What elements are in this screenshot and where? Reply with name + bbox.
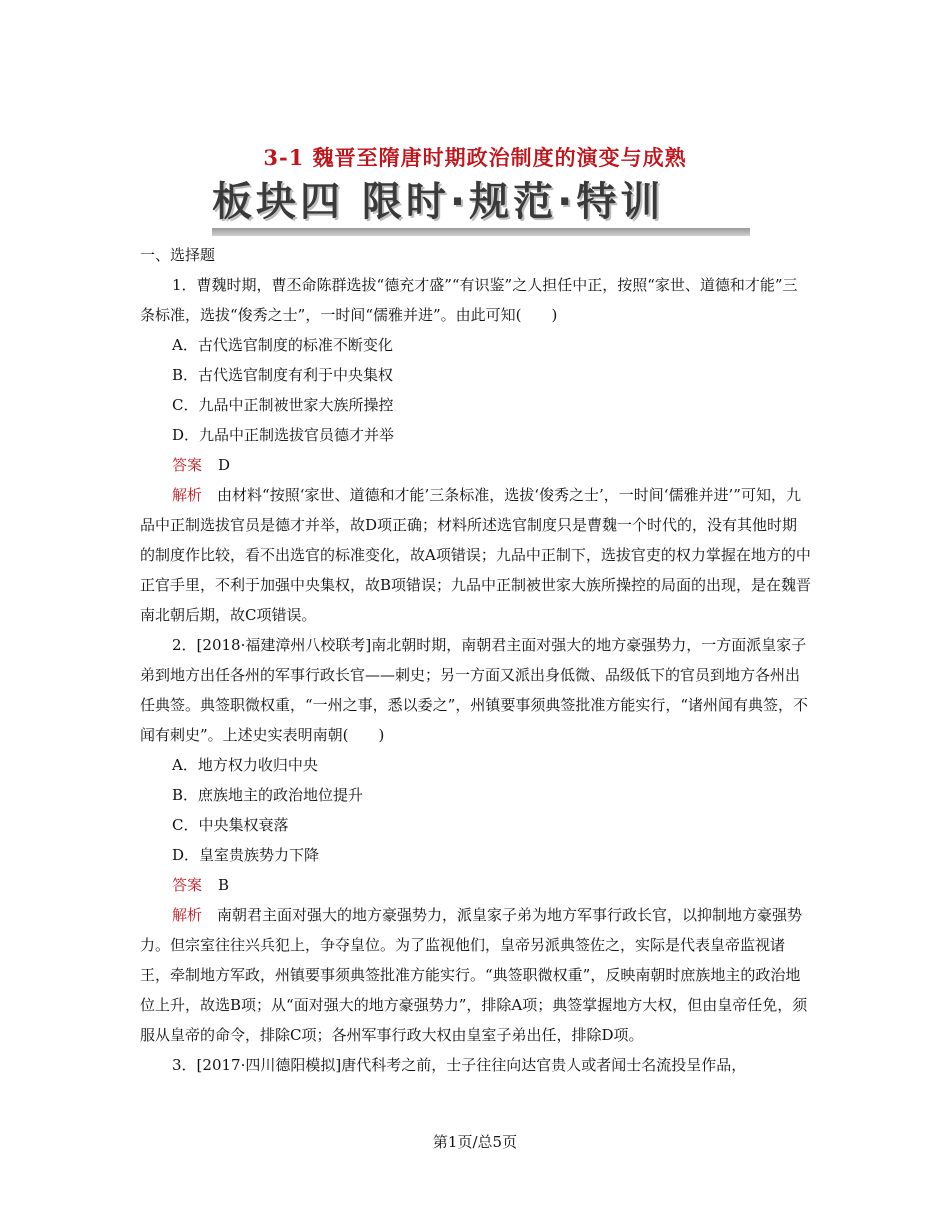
question-1-option-b: B．古代选官制度有利于中央集权 — [172, 366, 394, 384]
question-1-option-a: A．古代选官制度的标准不断变化 — [172, 336, 393, 354]
answer-label: 答案 — [172, 876, 203, 894]
question-1-stem: 1．曹魏时期，曹丕命陈群选拔“德充才盛”“有识鉴”之人担任中正，按照“家世、道德和才能”三条标准，选拔“俊秀之士”，一时间“儒雅并进”。由此可知( ) — [140, 276, 798, 324]
question-2-option-c: C．中央集权衰落 — [172, 816, 289, 834]
analysis-label: 解析 — [172, 906, 203, 924]
question-2-analysis — [140, 900, 812, 1050]
document-body — [140, 240, 812, 1080]
answer-value: D — [218, 456, 231, 474]
question-2-answer — [140, 870, 812, 900]
analysis-text: 南朝君主面对强大的地方豪强势力，派皇家子弟为地方军事行政长官，以抑制地方豪强势力。但宗室往往兴兵犯上，争夺皇位。为了监视他们，皇帝另派典签佐之，实际是代表皇帝监视诸王，牵制地方军政，州镇要事须典签批准方能实行。“典签职微权重”，反映南朝时庶族地主的政治地位上升，故选B项；从“面对强大的地方豪强势力”，排除A项；典签掌握地方大权，但由皇帝任免，须服从皇帝的命令，排除C项；各州军事行政大权由皇室子弟出任，排除D项。 — [140, 906, 808, 1044]
question-2-option-a: A．地方权力收归中央 — [172, 756, 318, 774]
banner-text: 板块四 限时·规范·特训 — [212, 179, 665, 225]
question-2-option-d: D．皇室贵族势力下降 — [172, 846, 320, 864]
question-2-stem: 2．[2018·福建漳州八校联考]南北朝时期，南朝君主面对强大的地方豪强势力，一方面派皇家子弟到地方出任各州的军事行政长官——刺史；另一方面又派出身低微、品级低下的官员到地方各州出任典签。典签职微权重，“一州之事，悉以委之”，州镇要事须典签批准方能实行，“诸州闻有典签，不闻有刺史”。上述史实表明南朝( ) — [140, 636, 809, 744]
analysis-text: 由材料“按照‘家世、道德和才能’三条标准，选拔‘俊秀之士’，一时间‘儒雅并进’”可知，九品中正制选拔官员是德才并举，故D项正确；材料所述选官制度只是曹魏一个时代的，没有其他时期的制度作比较，看不出选官的标准变化，故A项错误；九品中正制下，选拔官吏的权力掌握在地方的中正官手里，不利于加强中央集权，故B项错误；九品中正制被世家大族所操控的局面的出现，是在魏晋南北朝后期，故C项错误。 — [140, 486, 812, 624]
question-2-option-b: B．庶族地主的政治地位提升 — [172, 786, 364, 804]
page-footer: 第1页/总5页 — [432, 1133, 518, 1151]
question-3-stem: 3．[2017·四川德阳模拟]唐代科考之前，士子往往向达官贵人或者闻士名流投呈作品， — [172, 1056, 747, 1074]
question-1-option-d: D．九品中正制选拔官员德才并举 — [172, 426, 395, 444]
page-title: 3-1 魏晋至隋唐时期政治制度的演变与成熟 — [263, 145, 687, 170]
question-1-answer — [140, 450, 812, 480]
banner-underline — [212, 228, 750, 236]
analysis-label: 解析 — [172, 486, 203, 504]
answer-label: 答案 — [172, 456, 203, 474]
question-1-analysis — [140, 480, 812, 630]
answer-value: B — [218, 876, 230, 894]
section-heading: 一、选择题 — [140, 246, 216, 264]
question-1-option-c: C．九品中正制被世家大族所操控 — [172, 396, 394, 414]
section-banner — [212, 174, 750, 236]
